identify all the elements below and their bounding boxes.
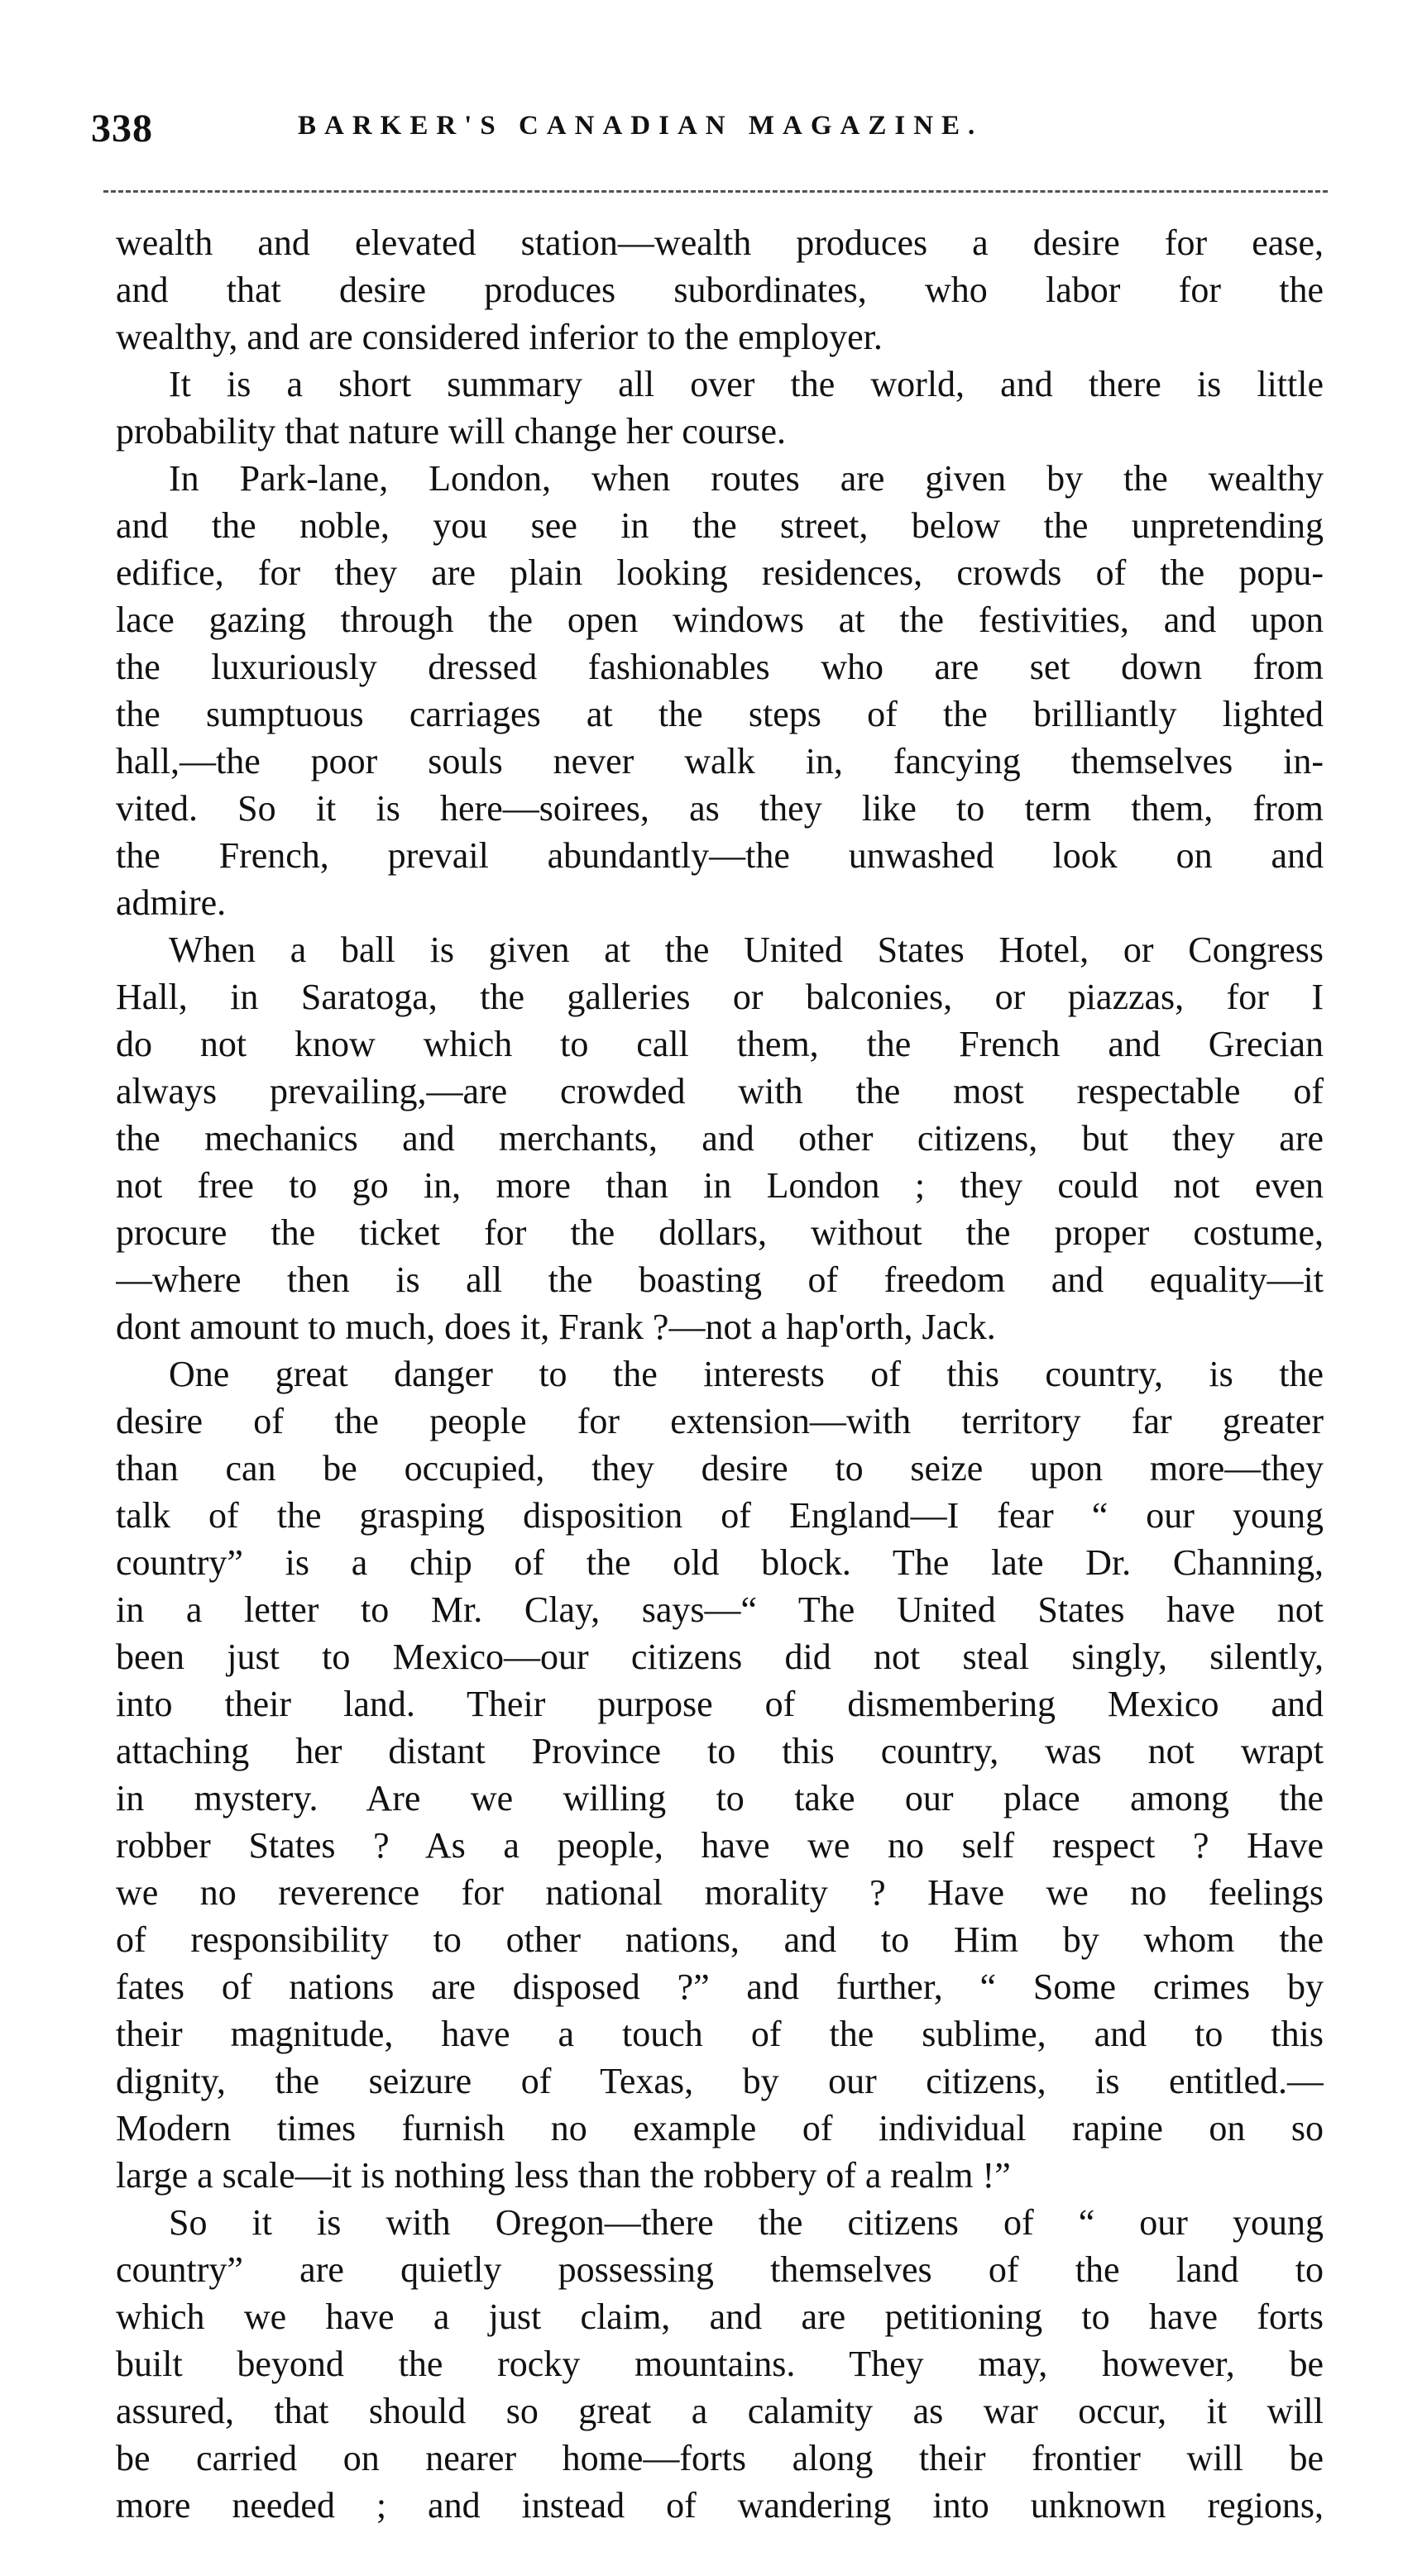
body-line: wealthy, and are considered inferior to the employer.	[116, 317, 883, 357]
body-line: wealth and elevated station—wealth produces a desire for ease,	[116, 222, 1324, 263]
body-line: fates of nations are disposed ?” and further, “ Some crimes by	[116, 1967, 1324, 2007]
body-line: the French, prevail abundantly—the unwashed look on and	[116, 835, 1324, 876]
body-line: hall,—the poor souls never walk in, fancying themselves in-	[116, 741, 1324, 781]
body-line: always prevailing,—are crowded with the most respectable of	[116, 1071, 1324, 1111]
body-line: admire.	[116, 882, 227, 923]
body-line: So it is with Oregon—there the citizens of “ our young	[169, 2202, 1324, 2243]
page-header	[91, 99, 1324, 157]
body-line: Modern times furnish no example of individual rapine on so	[116, 2108, 1324, 2148]
body-line: lace gazing through the open windows at the festivities, and upon	[116, 600, 1324, 640]
body-line: When a ball is given at the United States Hotel, or Congress	[169, 930, 1324, 970]
body-line: we no reverence for national morality ? Have we no feelings	[116, 1872, 1324, 1913]
body-line: into their land. Their purpose of dismembering Mexico and	[116, 1684, 1324, 1724]
body-line: be carried on nearer home—forts along their frontier will be	[116, 2438, 1324, 2478]
body-line: It is a short summary all over the world, and there is little	[169, 364, 1324, 404]
body-line: assured, that should so great a calamity as war occur, it will	[116, 2391, 1324, 2431]
body-line: attaching her distant Province to this country, was not wrapt	[116, 1731, 1324, 1771]
body-line: which we have a just claim, and are petitioning to have forts	[116, 2296, 1324, 2337]
body-line: do not know which to call them, the French and Grecian	[116, 1024, 1324, 1064]
body-line: edifice, for they are plain looking residences, crowds of the popu-	[116, 552, 1324, 593]
body-line: In Park-lane, London, when routes are given by the wealthy	[169, 458, 1324, 499]
body-line: —where then is all the boasting of freedom and equality—it	[116, 1259, 1324, 1300]
body-line: talk of the grasping disposition of England—I fear “ our young	[116, 1495, 1324, 1536]
article-body	[116, 219, 1324, 2529]
body-line: dignity, the seizure of Texas, by our citizens, is entitled.—	[116, 2061, 1324, 2101]
body-line: not free to go in, more than in London ; they could not even	[116, 1165, 1324, 1206]
body-line: robber States ? As a people, have we no self respect ? Have	[116, 1825, 1324, 1866]
body-line: built beyond the rocky mountains. They may, however, be	[116, 2344, 1324, 2384]
body-line: country” are quietly possessing themselves of the land to	[116, 2249, 1324, 2290]
body-line: and that desire produces subordinates, who labor for the	[116, 270, 1324, 310]
body-line: of responsibility to other nations, and to Him by whom the	[116, 1919, 1324, 1960]
running-title: BARKER'S CANADIAN MAGAZINE.	[298, 111, 984, 141]
body-line: procure the ticket for the dollars, without the proper costume,	[116, 1212, 1324, 1253]
body-line: vited. So it is here—soirees, as they like to term them, from	[116, 788, 1324, 829]
header-rule	[103, 190, 1328, 193]
body-line: more needed ; and instead of wandering into unknown regions,	[116, 2485, 1324, 2526]
body-line: the luxuriously dressed fashionables who are set down from	[116, 647, 1324, 687]
body-line: One great danger to the interests of this country, is the	[169, 1354, 1324, 1394]
body-line: the sumptuous carriages at the steps of the brilliantly lighted	[116, 694, 1324, 734]
body-line: desire of the people for extension—with territory far greater	[116, 1401, 1324, 1441]
page-number: 338	[91, 107, 153, 151]
body-line: their magnitude, have a touch of the sublime, and to this	[116, 2014, 1324, 2054]
body-line: country” is a chip of the old block. The late Dr. Channing,	[116, 1542, 1324, 1583]
body-line: large a scale—it is nothing less than the robbery of a realm !”	[116, 2155, 1011, 2196]
body-line: Hall, in Saratoga, the galleries or balconies, or piazzas, for I	[116, 977, 1324, 1017]
body-line: probability that nature will change her course.	[116, 411, 787, 452]
body-line: and the noble, you see in the street, below the unpretending	[116, 505, 1324, 546]
body-line: in a letter to Mr. Clay, says—“ The United States have not	[116, 1589, 1324, 1630]
body-line: been just to Mexico—our citizens did not steal singly, silently,	[116, 1637, 1324, 1677]
body-line: than can be occupied, they desire to seize upon more—they	[116, 1448, 1324, 1489]
body-line: the mechanics and merchants, and other citizens, but they are	[116, 1118, 1324, 1159]
body-line: dont amount to much, does it, Frank ?—not a hap'orth, Jack.	[116, 1307, 996, 1347]
body-line: in mystery. Are we willing to take our place among the	[116, 1778, 1324, 1818]
